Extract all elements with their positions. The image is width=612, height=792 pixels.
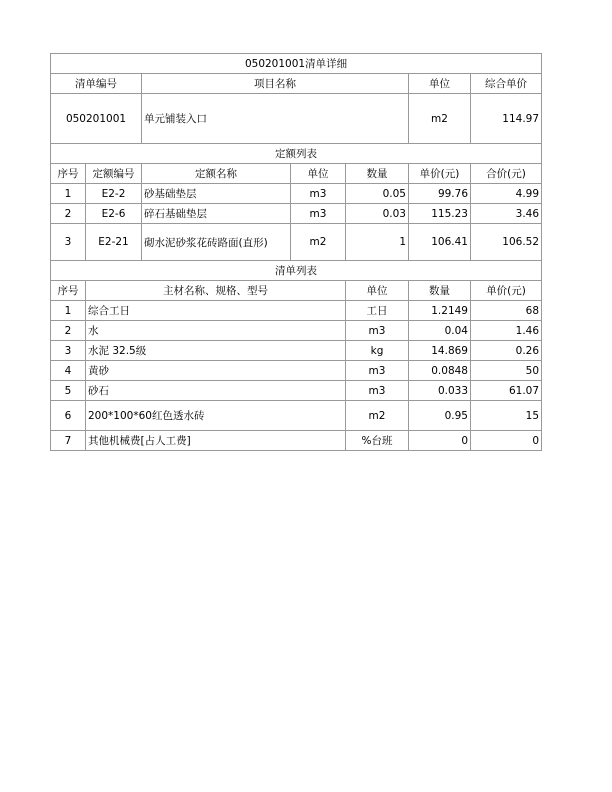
materials-section-title: 清单列表	[51, 261, 542, 281]
material-cell: 14.869	[409, 341, 471, 361]
quota-row	[51, 184, 542, 204]
material-cell: %台班	[346, 431, 409, 451]
material-cell: kg	[346, 341, 409, 361]
material-cell: 0.0848	[409, 361, 471, 381]
materials-column-header: 单价(元)	[471, 281, 542, 301]
material-row	[51, 341, 542, 361]
quota-cell: 0.05	[346, 184, 409, 204]
material-cell: 1	[51, 301, 86, 321]
materials-column-header: 主材名称、规格、型号	[86, 281, 346, 301]
quota-column-header: 定额名称	[142, 164, 291, 184]
item-unit: m2	[409, 94, 471, 144]
material-cell: 200*100*60红色透水砖	[86, 401, 346, 431]
quota-cell: 1	[346, 224, 409, 261]
material-cell: m2	[346, 401, 409, 431]
material-cell: 3	[51, 341, 86, 361]
quota-column-header: 序号	[51, 164, 86, 184]
quota-cell: 砌水泥砂浆花砖路面(直形)	[142, 224, 291, 261]
quota-row	[51, 204, 542, 224]
quota-cell: m3	[291, 184, 346, 204]
material-cell: 其他机械费[占人工费]	[86, 431, 346, 451]
quota-column-header: 定额编号	[86, 164, 142, 184]
material-cell: 0	[409, 431, 471, 451]
material-cell: 4	[51, 361, 86, 381]
material-cell: 0.95	[409, 401, 471, 431]
quota-cell: E2-21	[86, 224, 142, 261]
material-cell: m3	[346, 321, 409, 341]
quota-cell: 砂基础垫层	[142, 184, 291, 204]
item-row	[51, 94, 542, 144]
quota-cell: 1	[51, 184, 86, 204]
materials-column-header: 单位	[346, 281, 409, 301]
quota-cell: 3.46	[471, 204, 542, 224]
material-row	[51, 321, 542, 341]
material-cell: m3	[346, 381, 409, 401]
material-cell: 水泥 32.5级	[86, 341, 346, 361]
quota-cell: E2-6	[86, 204, 142, 224]
material-cell: 工日	[346, 301, 409, 321]
quota-cell: E2-2	[86, 184, 142, 204]
material-cell: 水	[86, 321, 346, 341]
materials-column-header: 数量	[409, 281, 471, 301]
quota-cell: 3	[51, 224, 86, 261]
material-cell: 15	[471, 401, 542, 431]
material-row	[51, 381, 542, 401]
quota-column-header: 单价(元)	[409, 164, 471, 184]
quota-column-header: 合价(元)	[471, 164, 542, 184]
material-cell: 0.26	[471, 341, 542, 361]
material-cell: 综合工日	[86, 301, 346, 321]
material-cell: 7	[51, 431, 86, 451]
material-cell: 68	[471, 301, 542, 321]
table-title: 050201001清单详细	[51, 54, 542, 74]
material-cell: 5	[51, 381, 86, 401]
quota-column-header: 单位	[291, 164, 346, 184]
quota-cell: m2	[291, 224, 346, 261]
quota-cell: 106.41	[409, 224, 471, 261]
item-code: 050201001	[51, 94, 142, 144]
quota-column-header: 数量	[346, 164, 409, 184]
quota-row	[51, 224, 542, 261]
quota-cell: 0.03	[346, 204, 409, 224]
header-price: 综合单价	[471, 74, 542, 94]
material-cell: 6	[51, 401, 86, 431]
material-cell: m3	[346, 361, 409, 381]
bill-detail-table	[50, 53, 542, 451]
header-code: 清单编号	[51, 74, 142, 94]
material-row	[51, 301, 542, 321]
quota-header-row	[51, 164, 542, 184]
material-cell: 1.46	[471, 321, 542, 341]
material-cell: 1.2149	[409, 301, 471, 321]
header-unit: 单位	[409, 74, 471, 94]
materials-column-header: 序号	[51, 281, 86, 301]
quota-cell: 99.76	[409, 184, 471, 204]
material-cell: 0.04	[409, 321, 471, 341]
item-name: 单元铺装入口	[142, 94, 409, 144]
quota-cell: m3	[291, 204, 346, 224]
material-cell: 0.033	[409, 381, 471, 401]
item-price: 114.97	[471, 94, 542, 144]
quota-cell: 2	[51, 204, 86, 224]
material-row	[51, 401, 542, 431]
quota-cell: 4.99	[471, 184, 542, 204]
material-cell: 61.07	[471, 381, 542, 401]
materials-header-row	[51, 281, 542, 301]
quota-cell: 115.23	[409, 204, 471, 224]
material-cell: 砂石	[86, 381, 346, 401]
material-row	[51, 431, 542, 451]
material-cell: 黄砂	[86, 361, 346, 381]
material-cell: 2	[51, 321, 86, 341]
material-cell: 50	[471, 361, 542, 381]
quota-section-title: 定额列表	[51, 144, 542, 164]
quota-cell: 106.52	[471, 224, 542, 261]
header-name: 项目名称	[142, 74, 409, 94]
material-row	[51, 361, 542, 381]
quota-cell: 碎石基础垫层	[142, 204, 291, 224]
material-cell: 0	[471, 431, 542, 451]
